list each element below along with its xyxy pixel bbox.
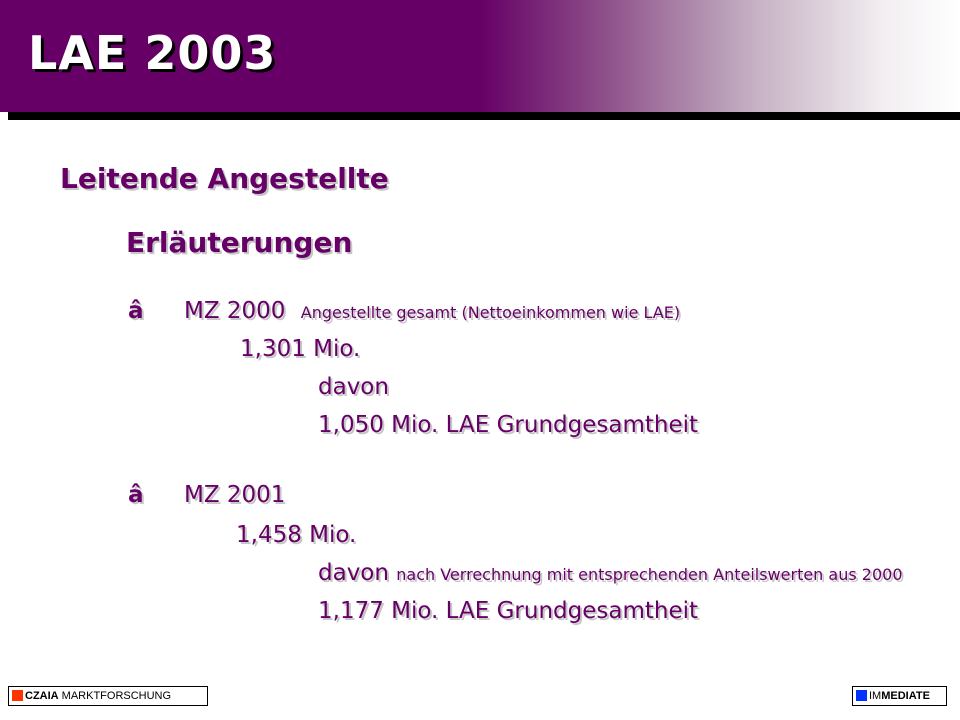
block2-result: 1,177 Mio. LAE Grundgesamtheit [318, 598, 699, 624]
block2-davon-line [318, 560, 903, 586]
block1-line [184, 298, 680, 324]
block1-label: MZ 2000 [184, 298, 286, 324]
block2-label: MZ 2001 [184, 482, 286, 508]
section-subheading: Erläuterungen [126, 226, 353, 259]
footer-right-normal: IM [869, 690, 882, 702]
header-divider [8, 112, 960, 120]
bullet-icon: â [128, 482, 144, 508]
block1-result: 1,050 Mio. LAE Grundgesamtheit [318, 412, 699, 438]
block2-davon-note: nach Verrechnung mit entsprechenden Anteilswerten aus 2000 [396, 565, 903, 584]
blue-square-icon [856, 690, 867, 701]
footer-brand-left [8, 686, 208, 706]
block1-davon: davon [318, 374, 389, 400]
block1-total: 1,301 Mio. [240, 336, 361, 362]
block1-note: Angestellte gesamt (Nettoeinkommen wie LAE) [300, 303, 681, 322]
footer-right-bold: MEDIATE [881, 690, 930, 702]
section-heading: Leitende Angestellte [60, 162, 389, 195]
bullet-icon: â [128, 298, 144, 324]
slide-title: LAE 2003 [28, 26, 277, 80]
footer-left-bold: CZAIA [25, 690, 59, 702]
footer-brand-right [852, 686, 947, 706]
block2-total: 1,458 Mio. [236, 522, 357, 548]
footer-left-rest: MARKTFORSCHUNG [61, 690, 172, 702]
red-square-icon [12, 690, 23, 701]
block2-davon: davon [318, 560, 389, 586]
